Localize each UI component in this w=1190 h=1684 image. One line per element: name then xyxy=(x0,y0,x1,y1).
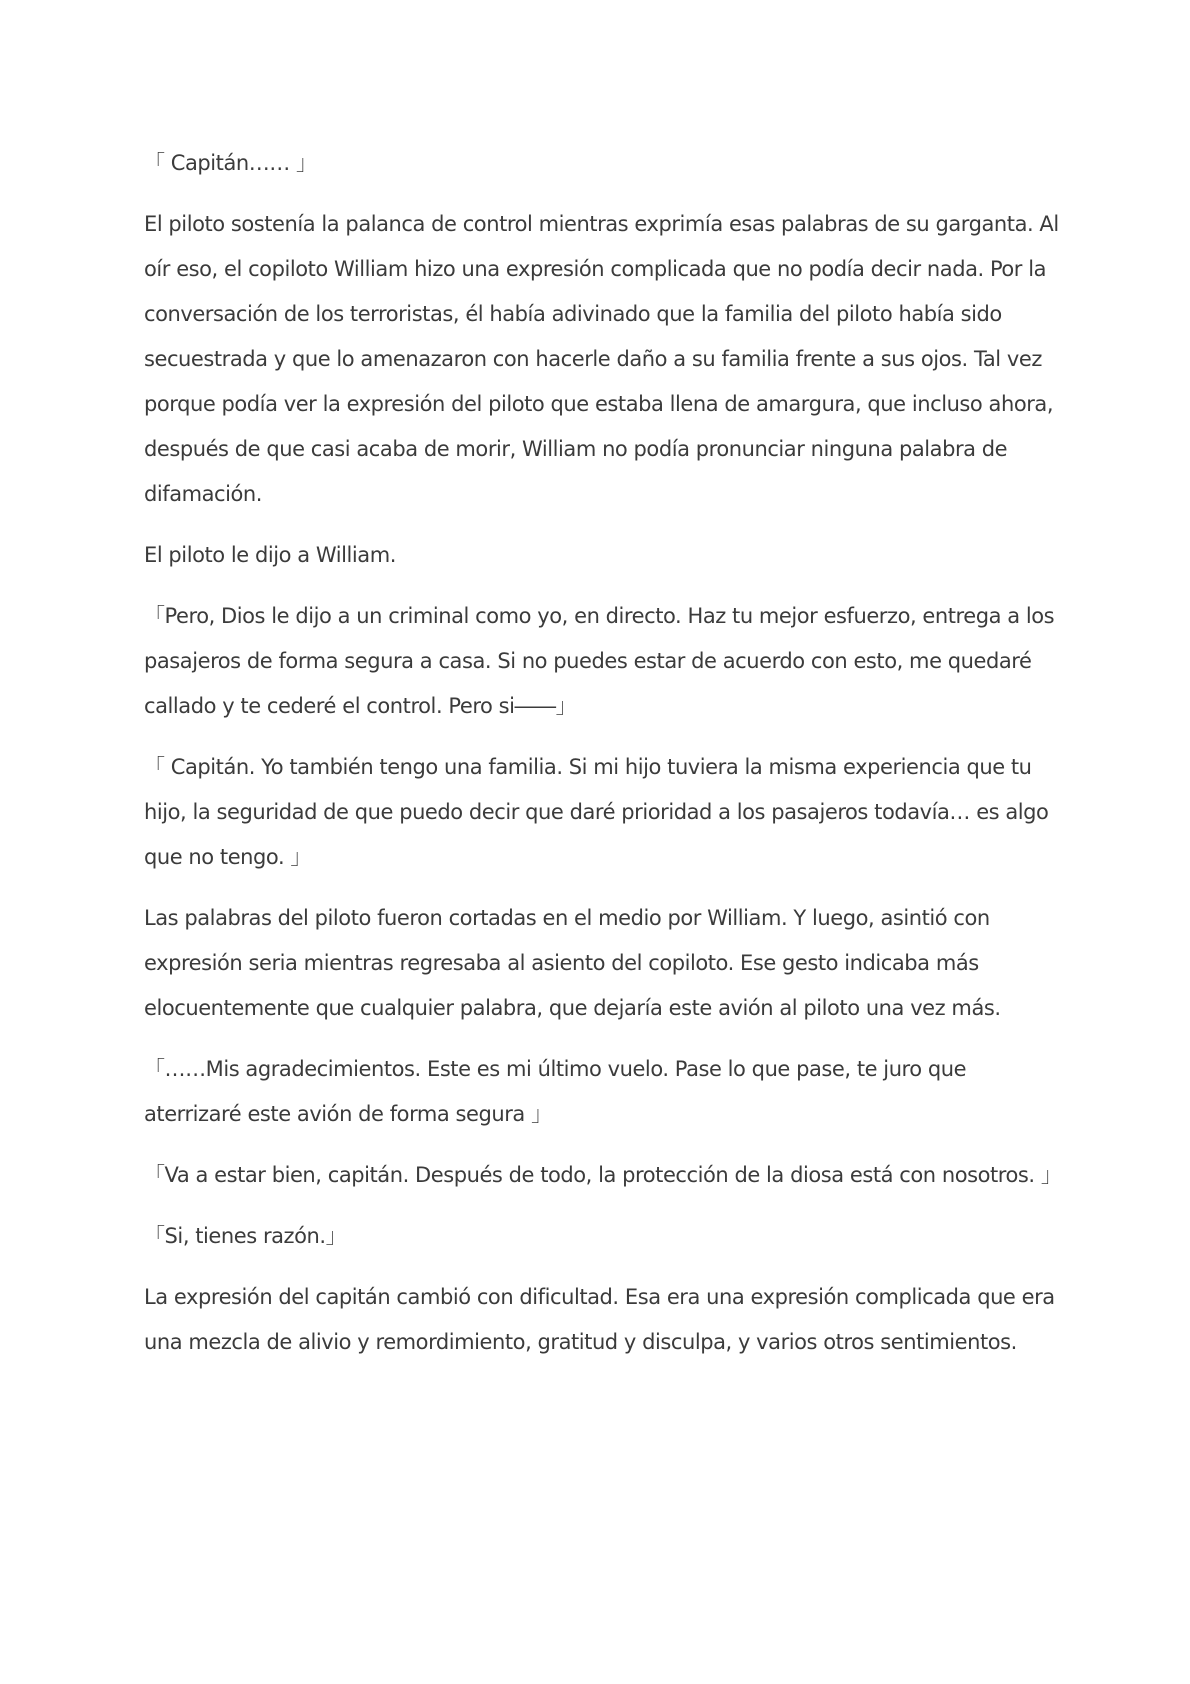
document-body xyxy=(144,141,1064,1381)
paragraph-2: El piloto sostenía la palanca de control mientras exprimía esas palabras de su garganta. Al oír eso, el copiloto William hizo una expresión complicada que no podía decir nada. Por la conversación de los terroristas, él había adivinado que la familia del piloto había sido secuestrada y que lo amenazaron con hacerle daño a su familia frente a sus ojos. Tal vez porque podía ver la expresión del piloto que estaba llena de amargura, que incluso ahora, después de que casi acaba de morir, William no podía pronunciar ninguna palabra de difamación. xyxy=(144,212,1059,506)
paragraph-6: Las palabras del piloto fueron cortadas en el medio por William. Y luego, asintió con expresión seria mientras regresaba al asiento del copiloto. Ese gesto indicaba más elocuentemente que cualquier palabra, que dejaría este avión al piloto una vez más. xyxy=(144,906,1001,1020)
paragraph-9: 「Si, tienes razón.」 xyxy=(144,1224,347,1248)
paragraph-3: El piloto le dijo a William. xyxy=(144,543,396,567)
paragraph-7: 「……Mis agradecimientos. Este es mi último vuelo. Pase lo que pase, te juro que aterrizaré este avión de forma segura 」 xyxy=(144,1057,967,1126)
paragraph-1: 「 Capitán…… 」 xyxy=(144,151,317,175)
paragraph-4: 「Pero, Dios le dijo a un criminal como yo, en directo. Haz tu mejor esfuerzo, entrega a los pasajeros de forma segura a casa. Si no puedes estar de acuerdo con esto, me quedaré callado y te cederé el control. Pero si――」 xyxy=(144,604,1055,718)
paragraph-5: 「 Capitán. Yo también tengo una familia. Si mi hijo tuviera la misma experiencia que tu hijo, la seguridad de que puedo decir que daré prioridad a los pasajeros todavía… es algo que no tengo. 」 xyxy=(144,755,1049,869)
paragraph-8: 「Va a estar bien, capitán. Después de todo, la protección de la diosa está con nosotros. 」 xyxy=(144,1163,1062,1187)
paragraph-10: La expresión del capitán cambió con dificultad. Esa era una expresión complicada que era una mezcla de alivio y remordimiento, gratitud y disculpa, y varios otros sentimientos. xyxy=(144,1285,1055,1354)
